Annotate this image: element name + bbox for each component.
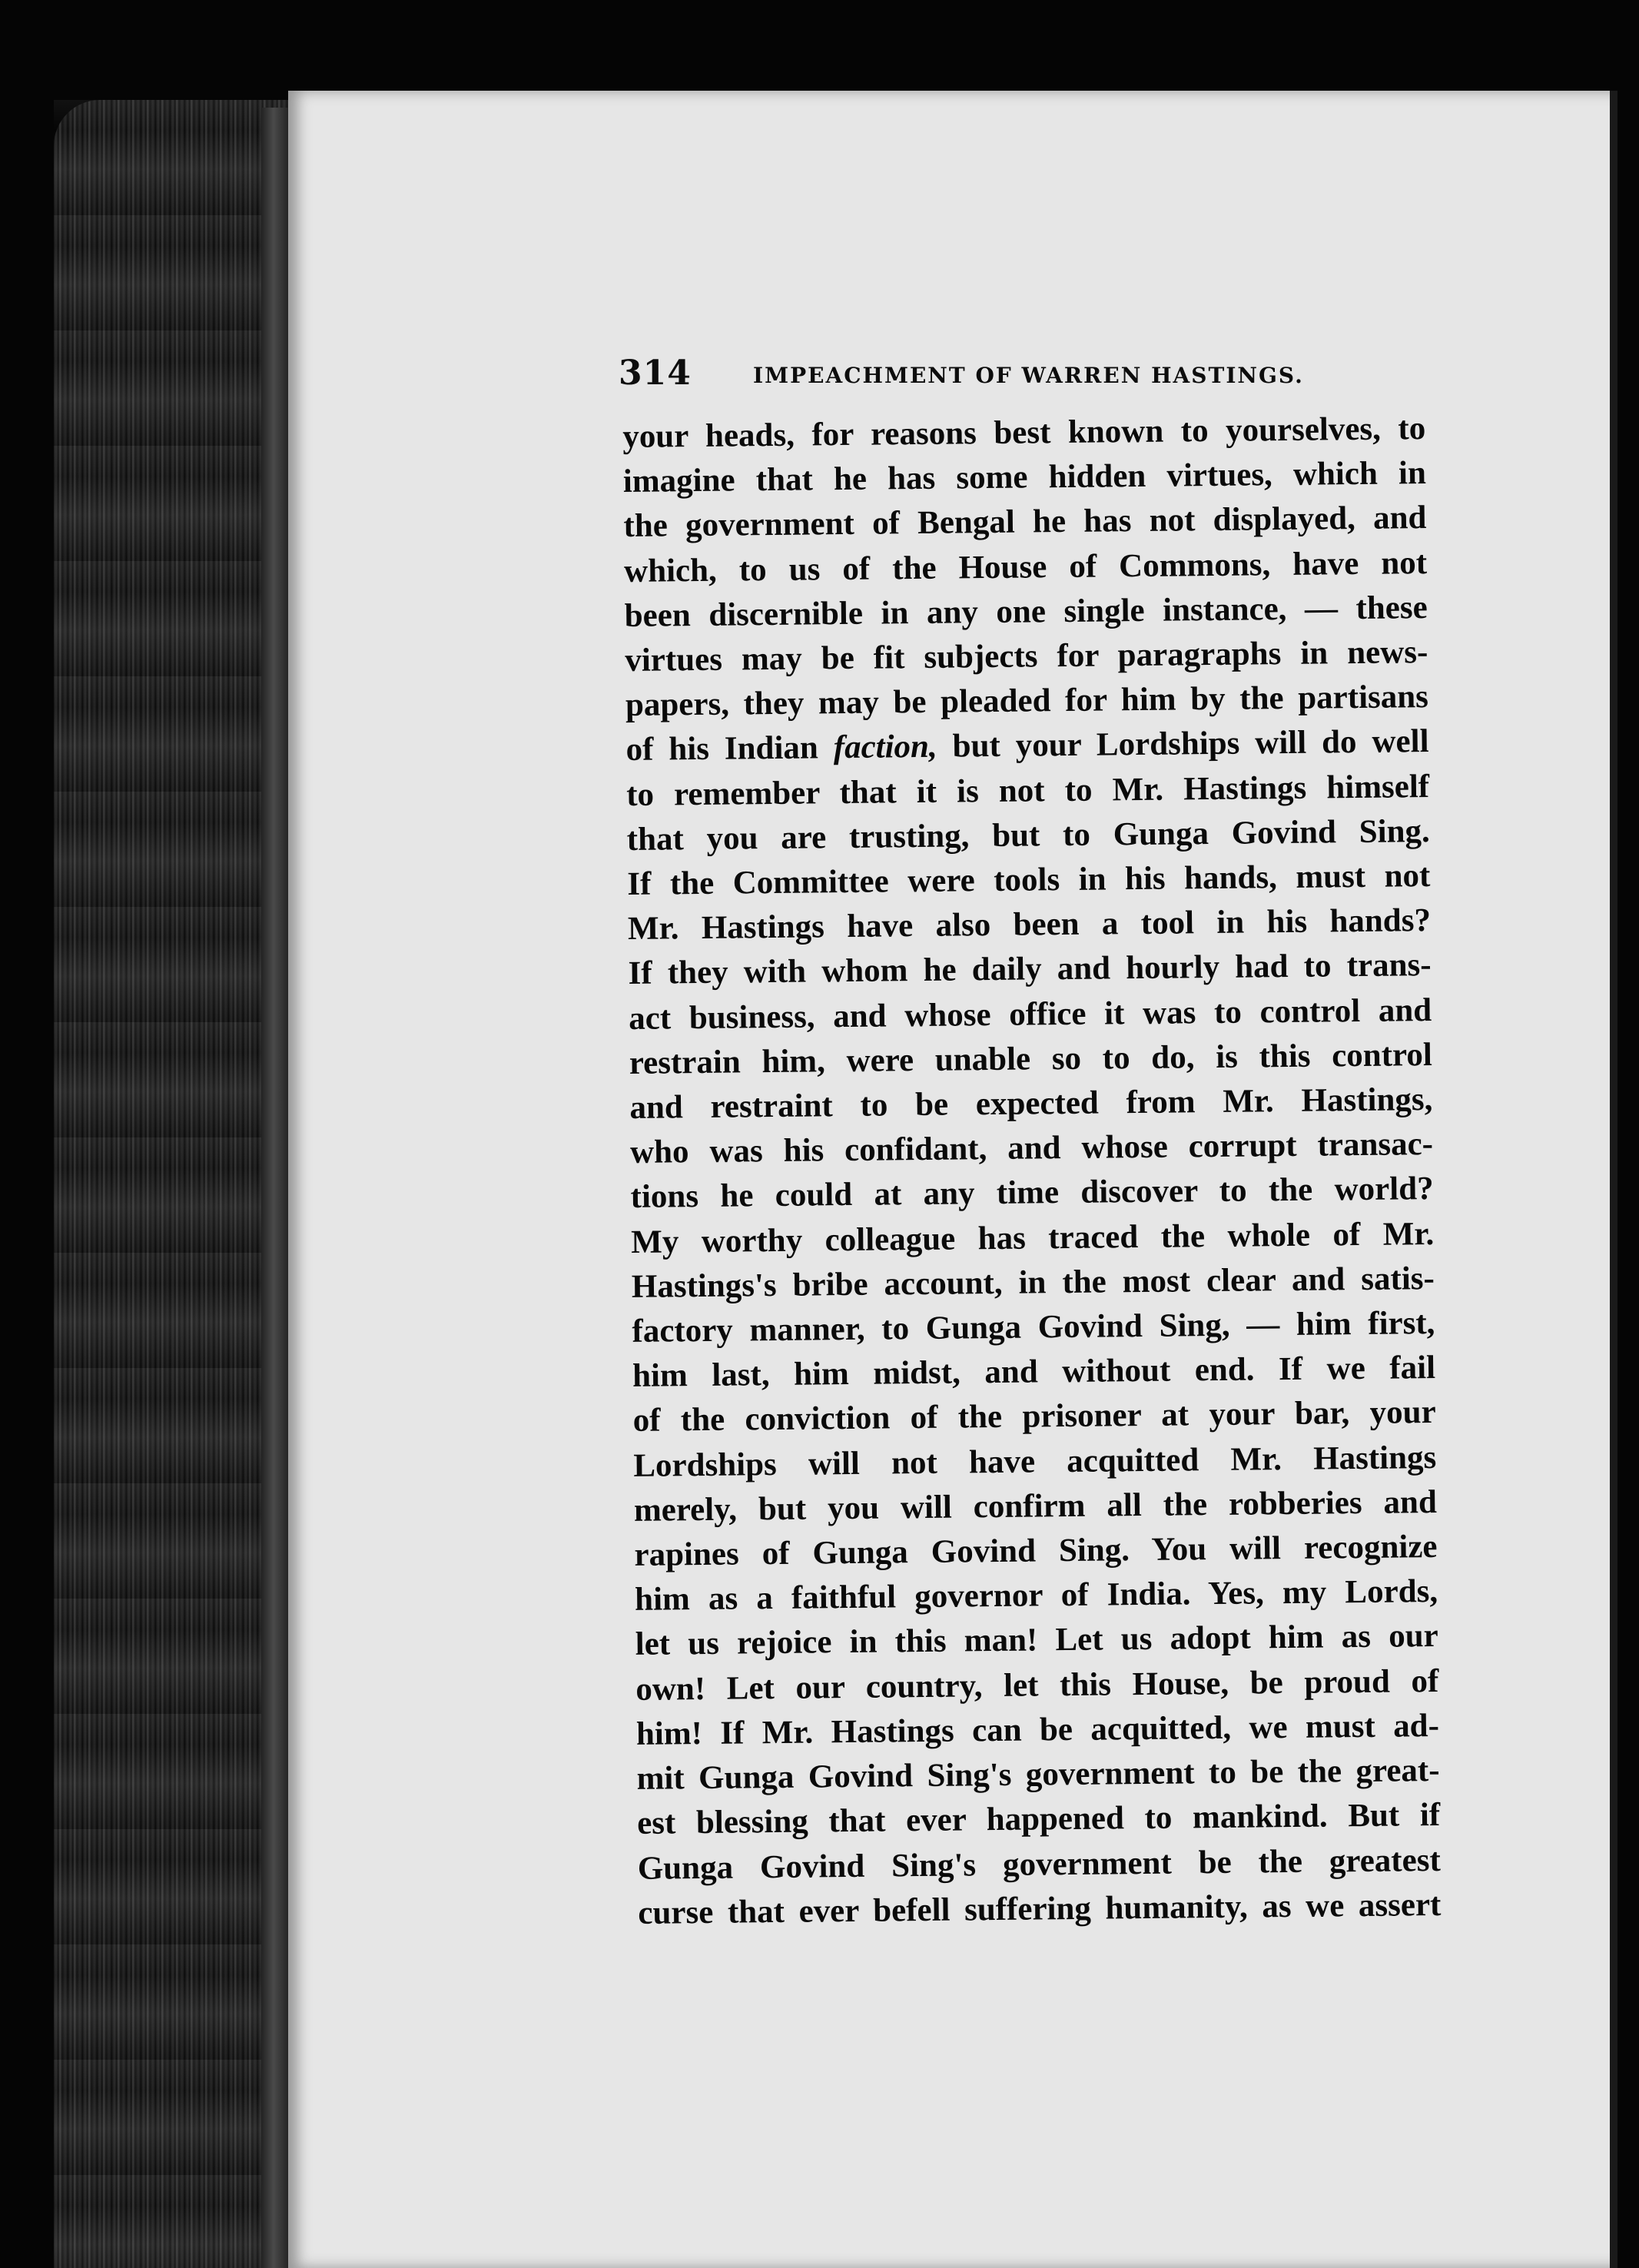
text-line: the government of Bengal he has not displayed, and bbox=[623, 500, 1427, 545]
text-line: My worthy colleague has traced the whole of Mr. bbox=[631, 1215, 1435, 1260]
text-line bbox=[625, 719, 1429, 772]
text-line: him as a faithful governor of India. Yes, my Lords, bbox=[634, 1573, 1438, 1619]
text-line: rapines of Gunga Govind Sing. You will recognize bbox=[634, 1529, 1438, 1573]
text-line: curse that ever befell suffering humanity, as we assert bbox=[638, 1886, 1442, 1931]
book-spine-highlight bbox=[261, 108, 292, 2268]
text-line: papers, they may be pleaded for him by the partisans bbox=[625, 679, 1429, 724]
text-run: of his Indian bbox=[625, 729, 834, 769]
page-number: 314 bbox=[619, 354, 692, 393]
text-line: that you are trusting, but to Gunga Govind Sing. bbox=[626, 812, 1430, 858]
text-line: been discernible in any one single instance, — these bbox=[624, 589, 1428, 634]
text-line: of the conviction of the prisoner at your bar, your bbox=[632, 1394, 1436, 1439]
text-line: Gunga Govind Sing's government be the greatest bbox=[637, 1841, 1441, 1887]
text-line: him! If Mr. Hastings can be acquitted, we must ad- bbox=[635, 1707, 1440, 1752]
running-header bbox=[619, 354, 1594, 407]
text-line: mit Gunga Govind Sing's government to be the great- bbox=[636, 1752, 1440, 1797]
text-line: restrain him, were unable so to do, is this control bbox=[629, 1036, 1433, 1081]
text-line: and restraint to be expected from Mr. Hastings, bbox=[629, 1081, 1433, 1126]
text-line: act business, and whose office it was to control and bbox=[628, 991, 1432, 1037]
text-line: Lordships will not have acquitted Mr. Hastings bbox=[633, 1439, 1437, 1484]
text-run: but your Lordships will do well bbox=[937, 723, 1429, 765]
text-line: imagine that he has some hidden virtues, which in bbox=[622, 455, 1427, 500]
text-line: est blessing that ever happened to mankind. But if bbox=[636, 1797, 1441, 1842]
text-line: to remember that it is not to Mr. Hastings himself bbox=[625, 768, 1430, 813]
text-line: Hastings's bribe account, in the most clear and satis- bbox=[631, 1260, 1435, 1305]
text-line: let us rejoice in this man! Let us adopt him as our bbox=[635, 1618, 1438, 1663]
text-line: him last, him midst, and without end. If we fail bbox=[632, 1350, 1436, 1395]
text-line: merely, but you will confirm all the robberies and bbox=[633, 1483, 1438, 1529]
text-line: If the Committee were tools in his hands, must not bbox=[627, 858, 1431, 902]
body-text bbox=[622, 407, 1445, 1936]
text-line: tions he could at any time discover to the world? bbox=[630, 1171, 1434, 1216]
text-line: who was his confidant, and whose corrupt transac- bbox=[629, 1126, 1434, 1171]
text-line: Mr. Hastings have also been a tool in his hands? bbox=[627, 902, 1432, 948]
text-line: which, to us of the House of Commons, have not bbox=[623, 544, 1428, 589]
text-line: factory manner, to Gunga Govind Sing, — him first, bbox=[632, 1305, 1435, 1350]
page-right-border bbox=[1610, 91, 1617, 2268]
text-line: virtues may be fit subjects for paragraphs in news- bbox=[625, 634, 1428, 679]
text-line: If they with whom he daily and hourly had to trans- bbox=[628, 947, 1432, 992]
text-line: own! Let our country, let this House, be proud of bbox=[635, 1662, 1439, 1708]
running-title: IMPEACHMENT OF WARREN HASTINGS. bbox=[753, 363, 1304, 388]
text-line: your heads, for reasons best known to yourselves, to bbox=[622, 410, 1426, 455]
italic-word: faction, bbox=[833, 729, 937, 766]
